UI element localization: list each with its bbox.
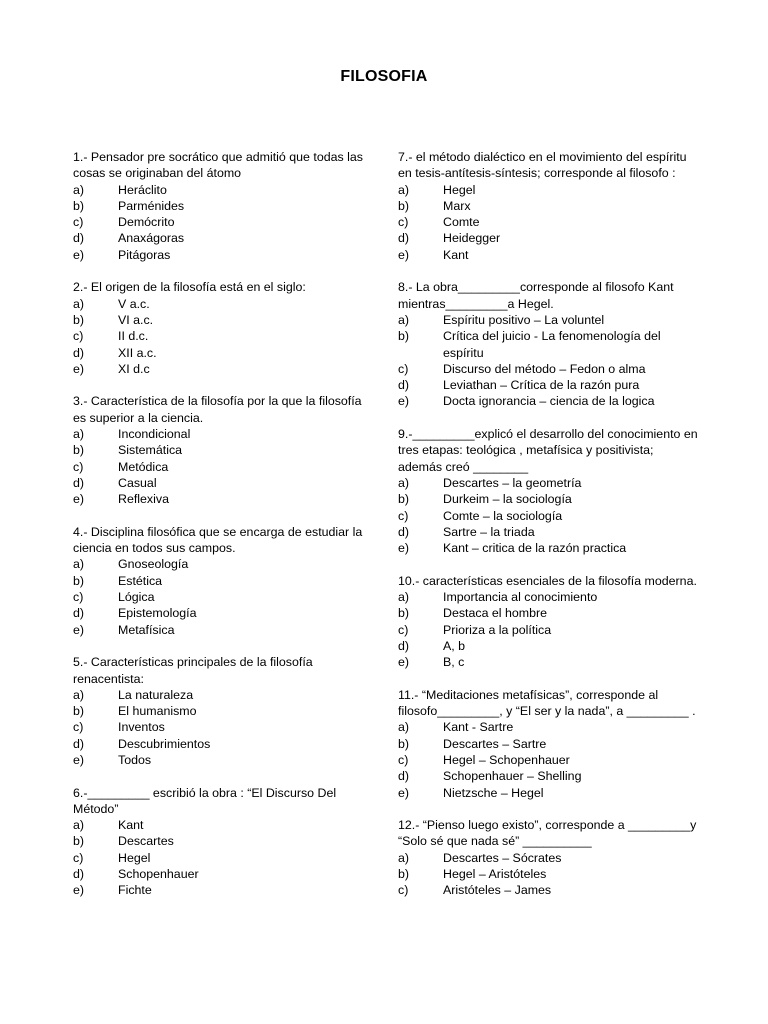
answer-option <box>73 703 369 719</box>
answer-option <box>398 524 698 540</box>
option-letter: e) <box>398 394 410 409</box>
option-text: Metafísica <box>118 622 175 637</box>
option-text: II d.c. <box>118 329 149 344</box>
option-text: Incondicional <box>118 427 191 442</box>
option-text: Hegel – Schopenhauer <box>443 752 570 767</box>
option-text: Comte <box>443 215 480 230</box>
option-letter: a) <box>73 296 85 311</box>
answer-option <box>73 833 369 849</box>
question-text: 1.- Pensador pre socrático que admitió que todas las cosas se originaban del átomo <box>73 150 363 181</box>
question-block <box>398 149 698 263</box>
option-text: A, b <box>443 638 466 653</box>
option-text: Hegel <box>118 850 151 865</box>
option-text: Prioriza a la política <box>443 622 552 637</box>
option-letter: d) <box>398 231 410 246</box>
option-text: La naturaleza <box>118 687 194 702</box>
question-text: 10.- características esenciales de la filosofía moderna. <box>398 573 697 588</box>
option-letter: e) <box>398 785 410 800</box>
option-letter: d) <box>73 475 85 490</box>
option-text: Casual <box>118 475 157 490</box>
option-text: Reflexiva <box>118 492 169 507</box>
option-text: Sistemática <box>118 443 183 458</box>
answer-option <box>398 475 698 491</box>
answer-option <box>398 768 698 784</box>
option-text: Pitágoras <box>118 247 171 262</box>
option-text: Epistemología <box>118 606 197 621</box>
answer-option <box>73 882 369 898</box>
answer-option <box>73 442 369 458</box>
answer-option <box>73 475 369 491</box>
question-block <box>398 817 698 898</box>
option-letter: e) <box>73 361 85 376</box>
option-letter: c) <box>398 361 409 376</box>
answer-option <box>73 866 369 882</box>
answer-option <box>73 182 369 198</box>
option-text: Lógica <box>118 590 155 605</box>
answer-option <box>73 459 369 475</box>
answer-option <box>398 736 698 752</box>
option-text: Estética <box>118 573 163 588</box>
option-text: Docta ignorancia – ciencia de la logica <box>443 394 655 409</box>
option-letter: b) <box>73 834 85 849</box>
option-text: V a.c. <box>118 296 150 311</box>
option-letter: e) <box>73 492 85 507</box>
option-text: Fichte <box>118 883 152 898</box>
option-letter: b) <box>398 198 410 213</box>
option-letter: d) <box>398 769 410 784</box>
option-letter: c) <box>398 508 409 523</box>
option-text: Hegel <box>443 182 476 197</box>
option-text: Kant - Sartre <box>443 720 514 735</box>
option-letter: c) <box>398 883 409 898</box>
option-text: Aristóteles – James <box>443 883 552 898</box>
question-text: 6.-_________ escribió la obra : “El Discurso Del Método” <box>73 785 337 816</box>
option-text: Anaxágoras <box>118 231 185 246</box>
option-text: Kant <box>443 247 469 262</box>
option-text: Heráclito <box>118 182 167 197</box>
option-text: Gnoseología <box>118 557 189 572</box>
option-text: Kant <box>118 818 144 833</box>
option-letter: a) <box>398 590 410 605</box>
answer-option <box>398 540 698 556</box>
option-letter: d) <box>398 524 410 539</box>
option-letter: d) <box>73 736 85 751</box>
option-text: Schopenhauer – Shelling <box>443 769 582 784</box>
option-letter: c) <box>73 850 84 865</box>
option-text: Descartes <box>118 834 174 849</box>
option-text: Descubrimientos <box>118 736 211 751</box>
option-text: Demócrito <box>118 215 175 230</box>
question-text: 9.-_________explicó el desarrollo del conocimiento en tres etapas: teológica , metafísica y positivista; además creó ________ <box>398 427 698 474</box>
option-text: Sartre – la triada <box>443 524 535 539</box>
option-letter: e) <box>398 655 410 670</box>
option-letter: b) <box>398 867 410 882</box>
answer-option <box>73 312 369 328</box>
option-text: Comte – la sociología <box>443 508 563 523</box>
option-letter: a) <box>398 850 410 865</box>
option-letter: b) <box>73 704 85 719</box>
option-letter: d) <box>73 231 85 246</box>
answer-option <box>398 214 698 230</box>
option-text: Discurso del método – Fedon o alma <box>443 361 646 376</box>
answer-option <box>398 785 698 801</box>
question-block <box>73 149 369 263</box>
question-text: 8.- La obra_________corresponde al filosofo Kant mientras_________a Hegel. <box>398 280 674 311</box>
question-block <box>73 279 369 377</box>
option-letter: e) <box>73 247 85 262</box>
option-letter: a) <box>398 312 410 327</box>
answer-option <box>73 247 369 263</box>
answer-option <box>398 638 698 654</box>
question-text: 12.- “Pienso luego existo”, corresponde a _________y “Solo sé que nada sé” __________ <box>398 818 697 849</box>
answer-option <box>398 230 698 246</box>
option-text: XI d.c <box>118 361 150 376</box>
option-letter: e) <box>73 883 85 898</box>
question-block <box>398 426 698 556</box>
option-letter: c) <box>73 329 84 344</box>
option-text: Marx <box>443 198 471 213</box>
option-letter: a) <box>73 427 85 442</box>
answer-option <box>398 508 698 524</box>
option-text: Importancia al conocimiento <box>443 590 598 605</box>
option-text: Metódica <box>118 459 169 474</box>
question-block <box>73 785 369 899</box>
answer-option <box>73 556 369 572</box>
question-text: 4.- Disciplina filosófica que se encarga de estudiar la ciencia en todos sus campos. <box>73 524 363 556</box>
option-letter: a) <box>73 818 85 833</box>
answer-option <box>73 214 369 230</box>
answer-option <box>398 622 698 638</box>
answer-option <box>73 850 369 866</box>
question-block <box>73 393 369 507</box>
option-letter: c) <box>73 720 84 735</box>
answer-option <box>398 312 698 328</box>
option-text: Destaca el hombre <box>443 606 547 621</box>
option-text: Crítica del juicio - La fenomenología del espíritu <box>443 329 661 360</box>
option-letter: b) <box>398 329 410 344</box>
option-text: Leviathan – Crítica de la razón pura <box>443 378 640 393</box>
question-text: 5.- Características principales de la filosofía renacentista: <box>73 655 313 686</box>
option-letter: b) <box>398 492 410 507</box>
right-column <box>398 149 698 915</box>
option-letter: c) <box>398 752 409 767</box>
left-column <box>73 149 369 915</box>
answer-option <box>73 361 369 377</box>
option-letter: d) <box>73 867 85 882</box>
answer-option <box>73 752 369 768</box>
answer-option <box>398 882 698 898</box>
option-text: Nietzsche – Hegel <box>443 785 544 800</box>
option-letter: d) <box>73 606 85 621</box>
option-letter: c) <box>73 590 84 605</box>
option-letter: a) <box>73 557 85 572</box>
option-text: XII a.c. <box>118 345 157 360</box>
option-letter: e) <box>73 622 85 637</box>
option-letter: b) <box>73 198 85 213</box>
answer-option <box>398 866 698 882</box>
answer-option <box>398 393 698 409</box>
question-block <box>398 573 698 671</box>
option-letter: a) <box>398 720 410 735</box>
answer-option <box>398 654 698 670</box>
option-letter: a) <box>398 475 410 490</box>
answer-option <box>73 198 369 214</box>
option-text: Kant – critica de la razón practica <box>443 541 627 556</box>
option-text: Inventos <box>118 720 165 735</box>
option-text: Hegel – Aristóteles <box>443 867 547 882</box>
option-letter: c) <box>73 215 84 230</box>
question-text: 3.- Característica de la filosofía por la que la filosofía es superior a la ciencia. <box>73 394 362 425</box>
option-letter: a) <box>73 182 85 197</box>
answer-option <box>73 687 369 703</box>
option-text: Espíritu positivo – La voluntel <box>443 312 605 327</box>
question-text: 7.- el método dialéctico en el movimiento del espíritu en tesis-antítesis-síntesis; corresponde al filosofo : <box>398 150 687 181</box>
option-letter: d) <box>398 378 410 393</box>
option-text: El humanismo <box>118 704 197 719</box>
option-text: Todos <box>118 752 152 767</box>
question-text: 11.- “Meditaciones metafísicas”, corresponde al filosofo_________, y “El ser y la nada”, a _________ . <box>398 687 696 719</box>
option-letter: a) <box>73 687 85 702</box>
answer-option <box>398 850 698 866</box>
answer-option <box>73 589 369 605</box>
option-letter: b) <box>73 573 85 588</box>
answer-option <box>73 328 369 344</box>
answer-option <box>73 719 369 735</box>
option-text: Parménides <box>118 198 185 213</box>
question-block <box>398 279 698 409</box>
option-letter: e) <box>73 752 85 767</box>
answer-option <box>73 345 369 361</box>
answer-option <box>73 491 369 507</box>
option-letter: a) <box>398 182 410 197</box>
answer-option <box>398 182 698 198</box>
answer-option <box>398 198 698 214</box>
question-block <box>398 687 698 801</box>
answer-option <box>398 328 698 361</box>
option-letter: e) <box>398 247 410 262</box>
option-text: B, c <box>443 655 465 670</box>
answer-option <box>398 719 698 735</box>
answer-option <box>398 361 698 377</box>
answer-option <box>73 426 369 442</box>
option-text: VI a.c. <box>118 312 154 327</box>
answer-option <box>73 622 369 638</box>
option-letter: c) <box>398 215 409 230</box>
page-title: FILOSOFIA <box>340 68 428 85</box>
option-letter: d) <box>73 345 85 360</box>
option-letter: b) <box>398 606 410 621</box>
option-letter: c) <box>73 459 84 474</box>
option-letter: e) <box>398 541 410 556</box>
option-text: Descartes – la geometría <box>443 475 582 490</box>
option-text: Durkeim – la sociología <box>443 492 572 507</box>
option-letter: b) <box>73 443 85 458</box>
answer-option <box>73 817 369 833</box>
answer-option <box>398 247 698 263</box>
option-letter: c) <box>398 622 409 637</box>
question-text: 2.- El origen de la filosofía está en el siglo: <box>73 280 306 295</box>
answer-option <box>73 230 369 246</box>
answer-option <box>398 752 698 768</box>
question-block <box>73 524 369 638</box>
answer-option <box>73 573 369 589</box>
answer-option <box>73 605 369 621</box>
option-text: Descartes – Sartre <box>443 736 547 751</box>
option-letter: b) <box>398 736 410 751</box>
question-block <box>73 654 369 768</box>
option-letter: b) <box>73 312 85 327</box>
answer-option <box>398 589 698 605</box>
option-text: Schopenhauer <box>118 867 199 882</box>
answer-option <box>398 491 698 507</box>
answer-option <box>73 736 369 752</box>
option-text: Descartes – Sócrates <box>443 850 562 865</box>
answer-option <box>398 377 698 393</box>
option-letter: d) <box>398 638 410 653</box>
answer-option <box>398 605 698 621</box>
answer-option <box>73 296 369 312</box>
option-text: Heidegger <box>443 231 501 246</box>
